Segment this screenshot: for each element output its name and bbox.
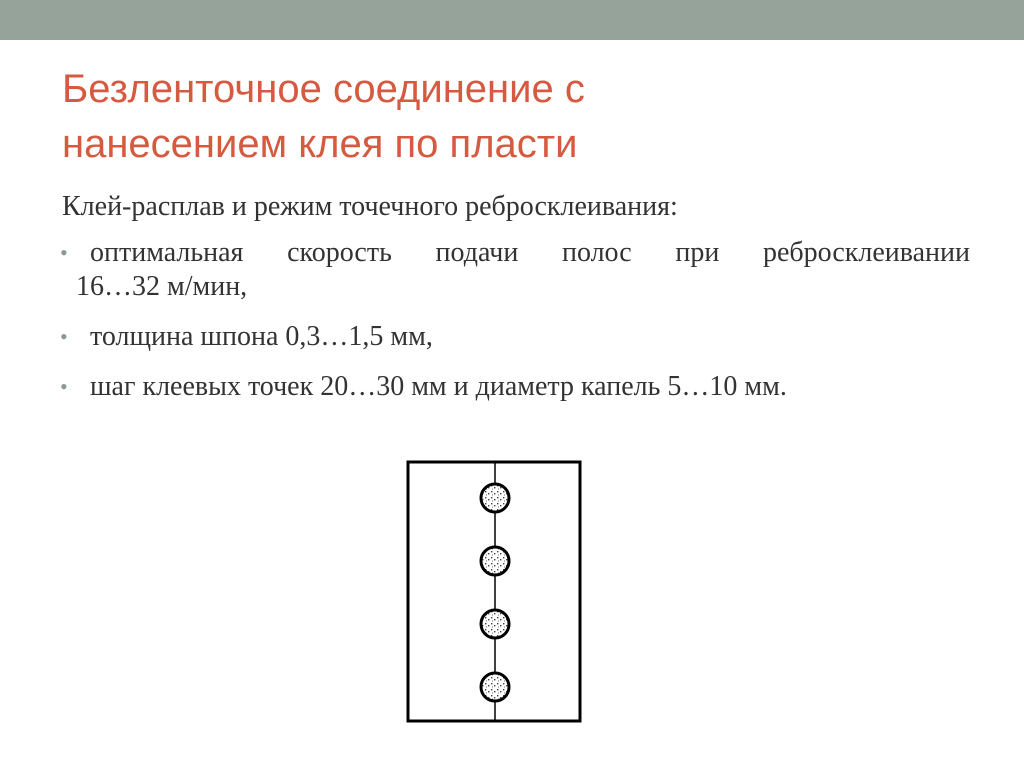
bullet-speed-line-2: 16…32 м/мин, — [76, 271, 248, 302]
top-bar — [0, 0, 1024, 40]
glue-dot — [481, 673, 509, 701]
word: при — [675, 237, 720, 268]
bullet-mark: • — [60, 240, 68, 265]
intro-text: Клей-расплав и режим точечного ребросклеивания: — [62, 191, 678, 222]
bullet-item-thickness — [60, 320, 970, 354]
glue-dot — [481, 484, 509, 512]
glue-dot — [481, 547, 509, 575]
word: скорость — [287, 237, 392, 268]
bullet-mark: • — [60, 374, 68, 399]
bullet-speed-line-1 — [90, 236, 970, 270]
word: подачи — [435, 237, 519, 268]
glue-dot — [481, 610, 509, 638]
glue-dot-diagram — [406, 460, 582, 723]
word: ребросклеивании — [762, 237, 970, 268]
slide-title — [62, 62, 962, 172]
word: полос — [561, 237, 632, 268]
bullet-pitch-text: шаг клеевых точек 20…30 мм и диаметр капель 5…10 мм. — [90, 371, 787, 402]
word: оптимальная — [90, 237, 244, 268]
title-line-2: нанесением клея по пласти — [62, 122, 578, 166]
bullet-item-speed — [60, 236, 970, 304]
bullet-mark: • — [60, 324, 68, 349]
bullet-list — [60, 236, 970, 420]
bullet-thickness-text: толщина шпона 0,3…1,5 мм, — [90, 321, 433, 352]
title-line-1: Безленточное соединение с — [62, 67, 585, 111]
bullet-item-pitch — [60, 370, 970, 404]
